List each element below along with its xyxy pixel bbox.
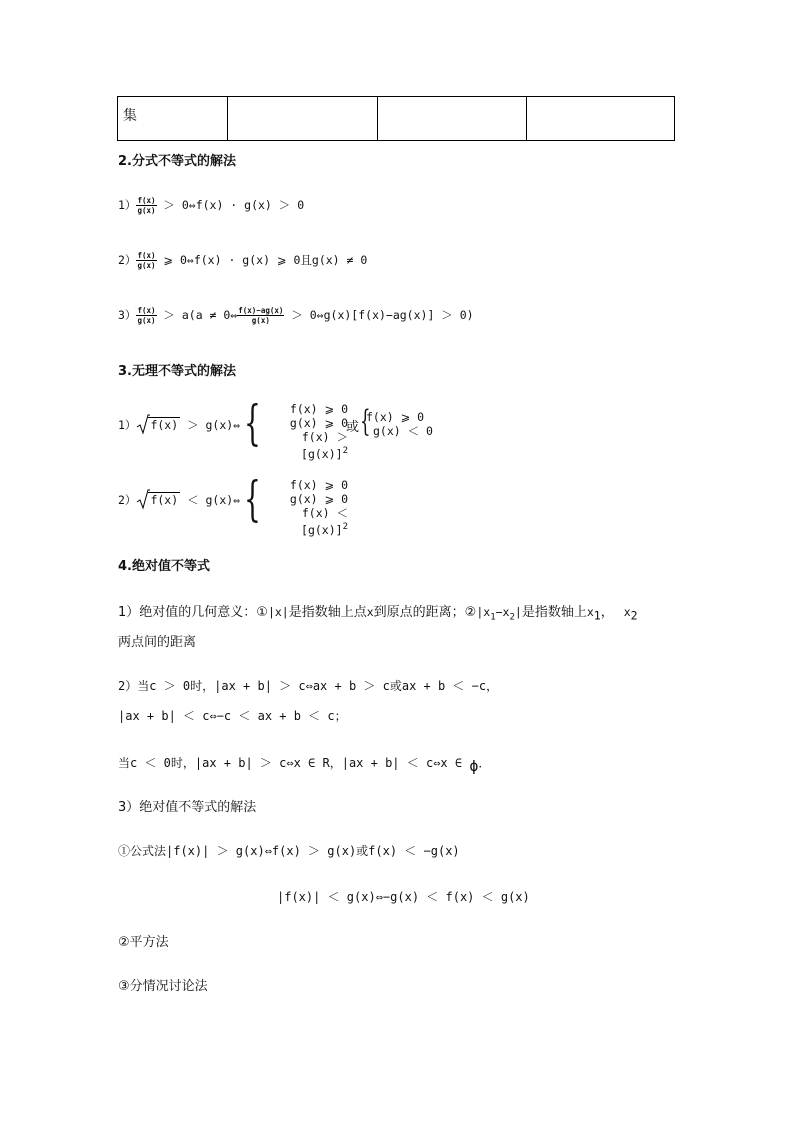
math-part: |x: [476, 605, 491, 619]
left-brace-icon: {: [360, 404, 371, 439]
table-cell-text: 集: [123, 108, 137, 124]
condition-line: g(x) ⩾ 0: [289, 416, 348, 430]
item-label: 3）: [118, 308, 137, 322]
condition-line: f(x) ⩾ 0: [289, 478, 348, 492]
fraction: [136, 306, 156, 325]
sqrt: [136, 417, 180, 432]
section2-item3: [118, 306, 474, 325]
superscript: 2: [342, 446, 348, 456]
item-expression: ＞ 0⇔g(x)[f(x)−ag(x)] ＞ 0): [284, 308, 474, 322]
section4-para3: 3）绝对值不等式的解法: [118, 800, 257, 815]
section4-para2-line1: 2）当c ＞ 0时，|ax + b| ＞ c⇔ax + b ＞ c或ax + b ＜ −c，: [118, 679, 499, 693]
fraction-denominator: g(x): [137, 261, 156, 270]
section4-title: 4.绝对值不等式: [118, 559, 210, 574]
item-label: 1）: [118, 198, 137, 212]
subscript: 1: [593, 608, 601, 623]
fraction-denominator: g(x): [137, 316, 156, 325]
sqrt-radicand: f(x): [150, 418, 179, 432]
section3-title: 3.无理不等式的解法: [118, 364, 236, 379]
condition-text: f(x) ＞ [g(x)]: [301, 430, 348, 461]
section3-item1: [118, 417, 240, 433]
table-cell: [118, 97, 228, 141]
condition-line: g(x) ⩾ 0: [289, 492, 348, 506]
condition-system: [252, 402, 348, 461]
item-label: 2）: [118, 253, 137, 267]
item-label: 2）: [118, 493, 137, 507]
math-abs: |x|: [267, 605, 289, 619]
sqrt-icon: [136, 414, 150, 436]
text: ．: [478, 756, 491, 770]
condition-system-b: [366, 410, 433, 438]
section2-item1: [118, 196, 304, 215]
section2-item2: [118, 251, 367, 270]
math-part: |: [514, 605, 522, 619]
fraction: [136, 251, 156, 270]
item-expression: ＞ a(a ≠ 0⇔: [156, 308, 238, 322]
section4-para1: [118, 601, 638, 623]
fraction-denominator: g(x): [137, 206, 156, 215]
left-brace-icon: {: [244, 395, 261, 451]
sqrt-icon: [136, 489, 150, 511]
empty-set-symbol: ϕ: [469, 757, 479, 775]
condition-line: [252, 506, 348, 537]
fraction-numerator: f(x)−ag(x): [238, 306, 284, 315]
formula-method-line2: |f(x)| ＜ g(x)⇔−g(x) ＜ f(x) ＜ g(x): [277, 890, 530, 904]
text: 是指数轴上: [521, 605, 587, 620]
table-cell: [527, 97, 675, 141]
section4-para1-cont: 两点间的距离: [118, 635, 197, 650]
text: 是指数轴上点: [288, 605, 367, 620]
item-expression: ＞ 0⇔f(x) · g(x) ＞ 0: [156, 198, 305, 212]
fraction-numerator: f(x): [137, 196, 156, 205]
or-connector: 或: [346, 420, 360, 435]
section3-item2: [118, 492, 240, 508]
math-abs: [476, 605, 522, 623]
condition-line: f(x) ⩾ 0: [289, 402, 348, 416]
formula-method-line1: ①公式法|f(x)| ＞ g(x)⇔f(x) ＞ g(x)或f(x) ＜ −g(x): [118, 844, 460, 858]
math-var: x: [623, 605, 631, 619]
item-expression: ＜ g(x)⇔: [180, 493, 241, 507]
fraction-denominator: g(x): [251, 316, 270, 325]
superscript: 2: [342, 522, 348, 532]
text: 当c ＜ 0时，|ax + b| ＞ c⇔x ∈ R，|ax + b| ＜ c⇔x ∈: [118, 756, 470, 770]
condition-text: f(x) ＜ [g(x)]: [301, 506, 348, 537]
condition-line: g(x) ＜ 0: [373, 424, 433, 438]
item-expression: ⩾ 0⇔f(x) · g(x) ⩾ 0且g(x) ≠ 0: [156, 253, 368, 267]
subscript: 2: [630, 608, 638, 623]
table-cell: [378, 97, 527, 141]
item-expression: ＞ g(x)⇔: [180, 418, 241, 432]
section4-para2-line2: |ax + b| ＜ c⇔−c ＜ ax + b ＜ c；: [118, 709, 347, 723]
condition-line: [252, 430, 348, 461]
condition-line: f(x) ⩾ 0: [366, 410, 425, 424]
subscript: 2: [509, 612, 515, 623]
text: 1）绝对值的几何意义：①: [118, 605, 268, 620]
table-row: [118, 97, 675, 141]
table-fragment: [117, 96, 675, 141]
fraction: [136, 196, 156, 215]
item-label: 1）: [118, 418, 137, 432]
section2-title: 2.分式不等式的解法: [118, 154, 236, 169]
math-var: x: [366, 605, 374, 619]
fraction-numerator: f(x): [137, 251, 156, 260]
math-part: −x: [495, 605, 510, 619]
text: 到原点的距离；②: [373, 605, 477, 620]
fraction-numerator: f(x): [137, 306, 156, 315]
table-cell: [228, 97, 378, 141]
fraction: [237, 306, 284, 325]
method-case-analysis: ③分情况讨论法: [118, 979, 208, 994]
subscript: 1: [490, 612, 496, 623]
method-square: ②平方法: [118, 935, 169, 950]
sqrt: [136, 492, 180, 507]
condition-system: [252, 478, 348, 537]
text: ，: [600, 605, 614, 620]
left-brace-icon: {: [244, 471, 261, 527]
sqrt-radicand: f(x): [150, 493, 179, 507]
math-var: x: [586, 605, 594, 619]
section4-para2-line3: [118, 753, 491, 775]
